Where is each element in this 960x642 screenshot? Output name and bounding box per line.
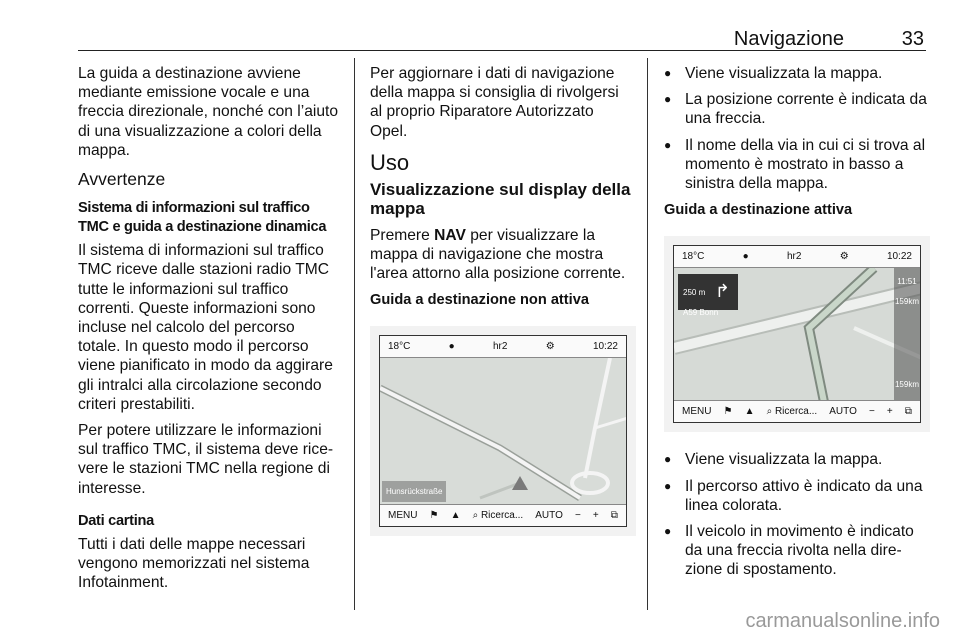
tmc-paragraph-1: Il sistema di informazioni sul traffico TMC riceve dalle stazioni radio TMC tutte le informazioni sul traffico correnti. Queste informazioni sono incluse nel calcolo del percorso totale. In questo modo il percorso viene pianificato in modo da aggirare gli intralci alla circolazione secondo criteri prestabiliti. [78, 242, 333, 413]
map-display [673, 245, 921, 423]
zoom-out-icon[interactable]: − [574, 509, 581, 521]
settings-icon: ⚙ [545, 340, 555, 352]
person-icon[interactable]: ▲ [450, 509, 461, 521]
nav-key: NAV [434, 227, 466, 245]
list-item: ● Viene visualizzata la mappa. [664, 450, 930, 469]
turn-distance: 250 m [683, 288, 706, 298]
intro-paragraph: La guida a destinazione avviene mediante emissione vocale e una freccia direzionale, nonché con l’aiuto di una visualizzazione a colori della mappa. [78, 65, 339, 159]
share-icon[interactable]: ⧉ [610, 509, 618, 521]
section-title: Navigazione [733, 28, 844, 50]
heading-avvertenze: Avvertenze [78, 169, 166, 190]
turn-instruction [678, 274, 738, 317]
share-icon[interactable]: ⧉ [904, 406, 912, 418]
nav-paragraph: Premere NAV per visualizzare la mappa di navigazione che mostra l'area attorno alla posizione corrente. [370, 227, 626, 283]
station-label: hr2 [786, 251, 802, 263]
caption-inactive: Guida a destinazione non attiva [370, 291, 589, 308]
temperature: 18°C [682, 251, 705, 263]
update-paragraph: Per aggiornare i dati di navigazione della mappa si consiglia di rivolgersi al proprio Riparatore Autorizzato Opel. [370, 65, 619, 140]
bullet-list-bottom [664, 450, 930, 579]
list-item: ● Il percorso attivo è indicato da una linea colorata. [664, 477, 930, 515]
caption-active: Guida a destinazione attiva [664, 202, 853, 219]
settings-icon: ⚙ [839, 251, 849, 263]
search-button[interactable]: ⌕ Ricerca... [766, 406, 818, 418]
menu-button[interactable]: MENU [682, 406, 712, 418]
zoom-in-icon[interactable]: + [592, 509, 599, 521]
bullet-list-top [664, 64, 930, 193]
column-2 [370, 64, 634, 554]
subheading-dati: Dati cartina [78, 512, 154, 529]
arrival-time: 11:51 [897, 277, 917, 287]
screen-active [664, 236, 930, 432]
route-info-panel [894, 268, 920, 400]
list-item: ● Viene visualizzata la mappa. [664, 64, 930, 83]
list-item: ● La posizione corrente è indicata da una freccia. [664, 90, 930, 128]
street-name: Hunsrückstraße [382, 481, 446, 502]
status-bar [674, 246, 920, 268]
clock: 10:22 [886, 251, 912, 263]
zoom-in-icon[interactable]: + [886, 406, 893, 418]
watermark: carmanualsonline.info [745, 610, 940, 632]
turn-road: A59 Bonn [683, 307, 719, 317]
list-item: ● Il veicolo in movimento è indicato da una freccia rivolta nella dire-zione di spostamento. [664, 522, 930, 580]
page-header [78, 22, 926, 51]
person-icon[interactable]: ▲ [744, 406, 755, 418]
nav-toolbar [674, 400, 920, 422]
nav-toolbar [380, 504, 626, 526]
subheading-tmc: Sistema di informazioni sul traffico TMC e guida a destinazione dinamica [78, 200, 327, 236]
column-1 [78, 64, 340, 599]
search-button[interactable]: ⌕ Ricerca... [472, 509, 524, 521]
column-divider [647, 58, 648, 610]
location-icon: ● [448, 340, 455, 352]
temperature: 18°C [388, 340, 411, 352]
page-number: 33 [901, 28, 924, 50]
clock: 10:22 [592, 340, 618, 352]
status-bar [380, 336, 626, 358]
flag-icon[interactable]: ⚑ [723, 406, 733, 418]
dati-paragraph: Tutti i dati delle mappe necessari vengono memorizzati nel sistema Infotainment. [78, 535, 310, 592]
auto-button[interactable]: AUTO [535, 509, 563, 521]
remaining-distance: 159km [894, 296, 919, 306]
menu-button[interactable]: MENU [388, 509, 418, 521]
column-divider [354, 58, 355, 610]
list-item: ● Il nome della via in cui ci si trova al momento è mostrato in basso a sinistra della mappa. [664, 136, 930, 194]
auto-button[interactable]: AUTO [829, 406, 857, 418]
remaining-distance-bottom: 159km [894, 380, 919, 390]
heading-uso: Uso [370, 149, 410, 175]
zoom-out-icon[interactable]: − [868, 406, 875, 418]
station-label: hr2 [492, 340, 508, 352]
column-3 [664, 64, 930, 587]
map-display [379, 335, 627, 527]
location-icon: ● [742, 251, 749, 263]
turn-right-icon: ↱ [714, 281, 730, 302]
screen-inactive [370, 326, 636, 536]
flag-icon[interactable]: ⚑ [429, 509, 439, 521]
tmc-paragraph-2: Per potere utilizzare le informazioni sul traffico TMC, il sistema deve rice-vere le stazioni TMC nella regione di interesse. [78, 422, 334, 497]
heading-display: Visualizzazione sul display della mappa [370, 180, 631, 219]
